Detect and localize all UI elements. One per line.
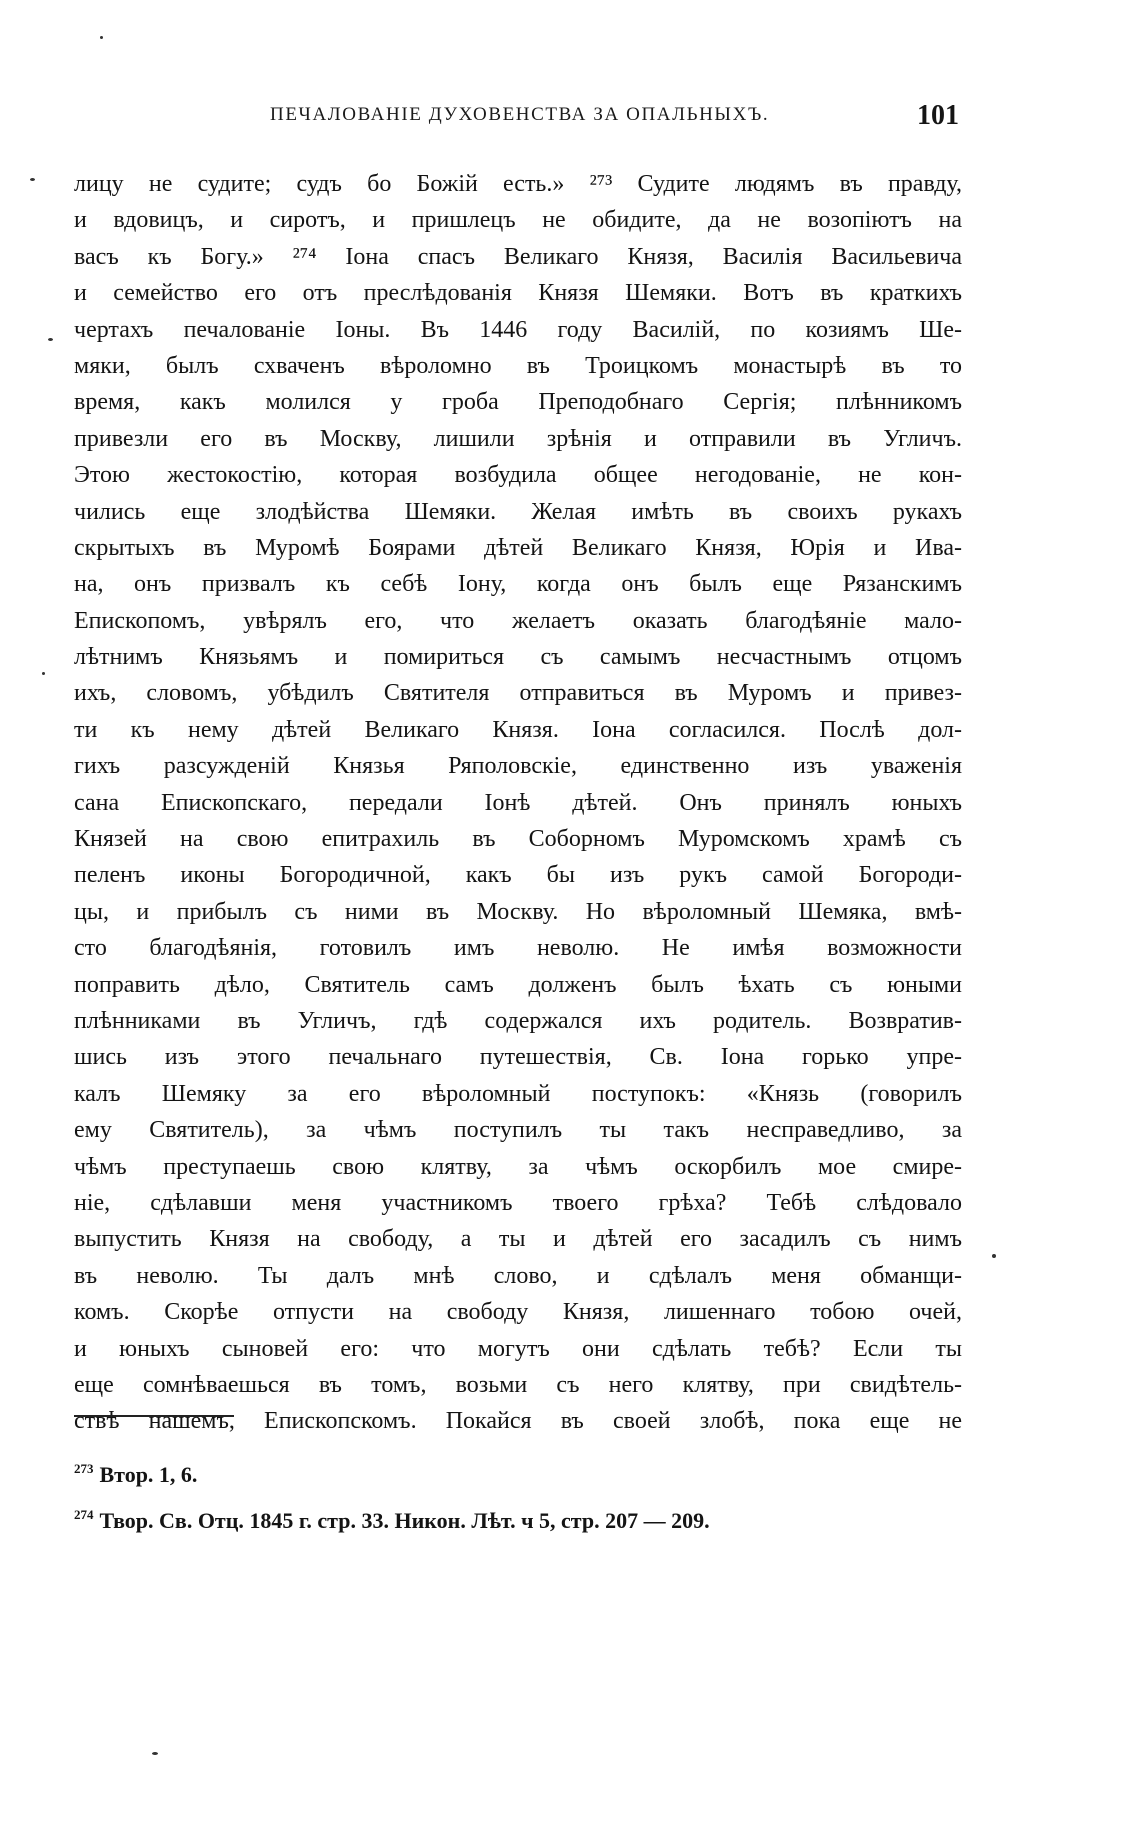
text-line: чились еще злодѣйства Шемяки. Желая имѣть въ своихъ рукахъ xyxy=(74,498,962,525)
scan-speck xyxy=(48,338,53,341)
text-line: Князей на свою епитрахиль въ Соборномъ Муромскомъ храмѣ съ xyxy=(74,826,962,853)
scan-speck xyxy=(42,672,45,675)
scan-speck xyxy=(100,36,103,39)
footnote-number: 273 xyxy=(74,1461,94,1476)
text-line: еще сомнѣваешься въ томъ, возьми съ него клятву, при свидѣтель- xyxy=(74,1371,962,1398)
text-line: время, какъ молился у гроба Преподобнаго Сергія; плѣнникомъ xyxy=(74,389,962,416)
text-line: въ неволю. Ты далъ мнѣ слово, и сдѣлалъ меня обманщи- xyxy=(74,1262,962,1289)
footnote-number: 274 xyxy=(74,1507,94,1522)
text-line: сана Епископскаго, передали Іонѣ дѣтей. Онъ принялъ юныхъ xyxy=(74,789,962,816)
text-line: скрытыхъ въ Муромѣ Боярами дѣтей Великаго Князя, Юрія и Ива- xyxy=(74,534,962,561)
main-text xyxy=(74,166,962,1440)
text-line: выпустить Князя на свободу, а ты и дѣтей его засадилъ съ нимъ xyxy=(74,1226,962,1253)
text-line: привезли его въ Москву, лишили зрѣнія и отправили въ Угличъ. xyxy=(74,425,962,452)
text-line: цы, и прибылъ съ ними въ Москву. Но вѣроломный Шемяка, вмѣ- xyxy=(74,898,962,925)
text-line: поправить дѣло, Святитель самъ долженъ былъ ѣхать съ юными xyxy=(74,971,962,998)
text-line: ти къ нему дѣтей Великаго Князя. Іона согласился. Послѣ дол- xyxy=(74,716,962,743)
text-line: мяки, былъ схваченъ вѣроломно въ Троицкомъ монастырѣ въ то xyxy=(74,352,962,379)
footnote-text: Втор. 1, 6. xyxy=(99,1462,198,1487)
text-line: сто благодѣянія, готовилъ имъ неволю. Не имѣя возможности xyxy=(74,935,962,962)
text-line: Епископомъ, увѣрялъ его, что желаетъ оказать благодѣяніе мало- xyxy=(74,607,962,634)
text-line: ніе, сдѣлавши меня участникомъ твоего грѣха? Тебѣ слѣдовало xyxy=(74,1189,962,1216)
text-line: плѣнниками въ Угличъ, гдѣ содержался ихъ родитель. Возвратив- xyxy=(74,1007,962,1034)
text-line: васъ къ Богу.» ²⁷⁴ Іона спасъ Великаго Князя, Василія Васильевича xyxy=(74,243,962,270)
running-title: ПЕЧАЛОВАНІЕ ДУХОВЕНСТВА ЗА ОПАЛЬНЫХЪ. xyxy=(270,104,770,125)
text-line: лѣтнимъ Князьямъ и помириться съ самымъ несчастнымъ отцомъ xyxy=(74,644,962,671)
footnote-divider xyxy=(74,1415,234,1417)
page-number: 101 xyxy=(917,100,959,131)
text-line: гихъ разсужденій Князья Ряполовскіе, единственно изъ уваженія xyxy=(74,753,962,780)
text-line: комъ. Скорѣе отпусти на свободу Князя, лишеннаго тобою очей, xyxy=(74,1299,962,1326)
text-line: на, онъ призвалъ къ себѣ Іону, когда онъ былъ еще Рязанскимъ xyxy=(74,571,962,598)
footnote-273 xyxy=(74,1446,954,1492)
text-line: шись изъ этого печальнаго путешествія, Св. Іона горько упре- xyxy=(74,1044,962,1071)
text-line: чертахъ печалованіе Іоны. Въ 1446 году Василій, по козиямъ Ше- xyxy=(74,316,962,343)
text-line: и юныхъ сыновей его: что могутъ они сдѣлать тебѣ? Если ты xyxy=(74,1335,962,1362)
text-line: и вдовицъ, и сиротъ, и пришлецъ не обидите, да не возопіютъ на xyxy=(74,207,962,234)
footnote-text: Твор. Св. Отц. 1845 г. стр. 33. Никон. Лѣт. ч 5, стр. 207 — 209. xyxy=(99,1508,710,1533)
text-line: ему Святитель), за чѣмъ поступилъ ты такъ несправедливо, за xyxy=(74,1117,962,1144)
text-line: чѣмъ преступаешь свою клятву, за чѣмъ оскорбилъ мое смире- xyxy=(74,1153,962,1180)
footnote-274 xyxy=(74,1492,954,1538)
text-line: калъ Шемяку за его вѣроломный поступокъ: «Князь (говорилъ xyxy=(74,1080,962,1107)
text-line: Этою жестокостію, которая возбудила общее негодованіе, не кон- xyxy=(74,462,962,489)
scan-speck xyxy=(992,1254,996,1258)
footnotes xyxy=(74,1446,954,1538)
text-line: ихъ, словомъ, убѣдилъ Святителя отправиться въ Муромъ и привез- xyxy=(74,680,962,707)
text-line: лицу не судите; судъ бо Божій есть.» ²⁷³ Судите людямъ въ правду, xyxy=(74,171,962,197)
text-line: пеленъ иконы Богородичной, какъ бы изъ рукъ самой Богороди- xyxy=(74,862,962,889)
scan-speck xyxy=(152,1752,158,1755)
text-line: ствѣ нашемъ, Епископскомъ. Покайся въ своей злобѣ, пока еще не xyxy=(74,1408,962,1435)
scan-speck xyxy=(30,178,35,181)
text-line: и семейство его отъ преслѣдованія Князя Шемяки. Вотъ въ краткихъ xyxy=(74,280,962,307)
